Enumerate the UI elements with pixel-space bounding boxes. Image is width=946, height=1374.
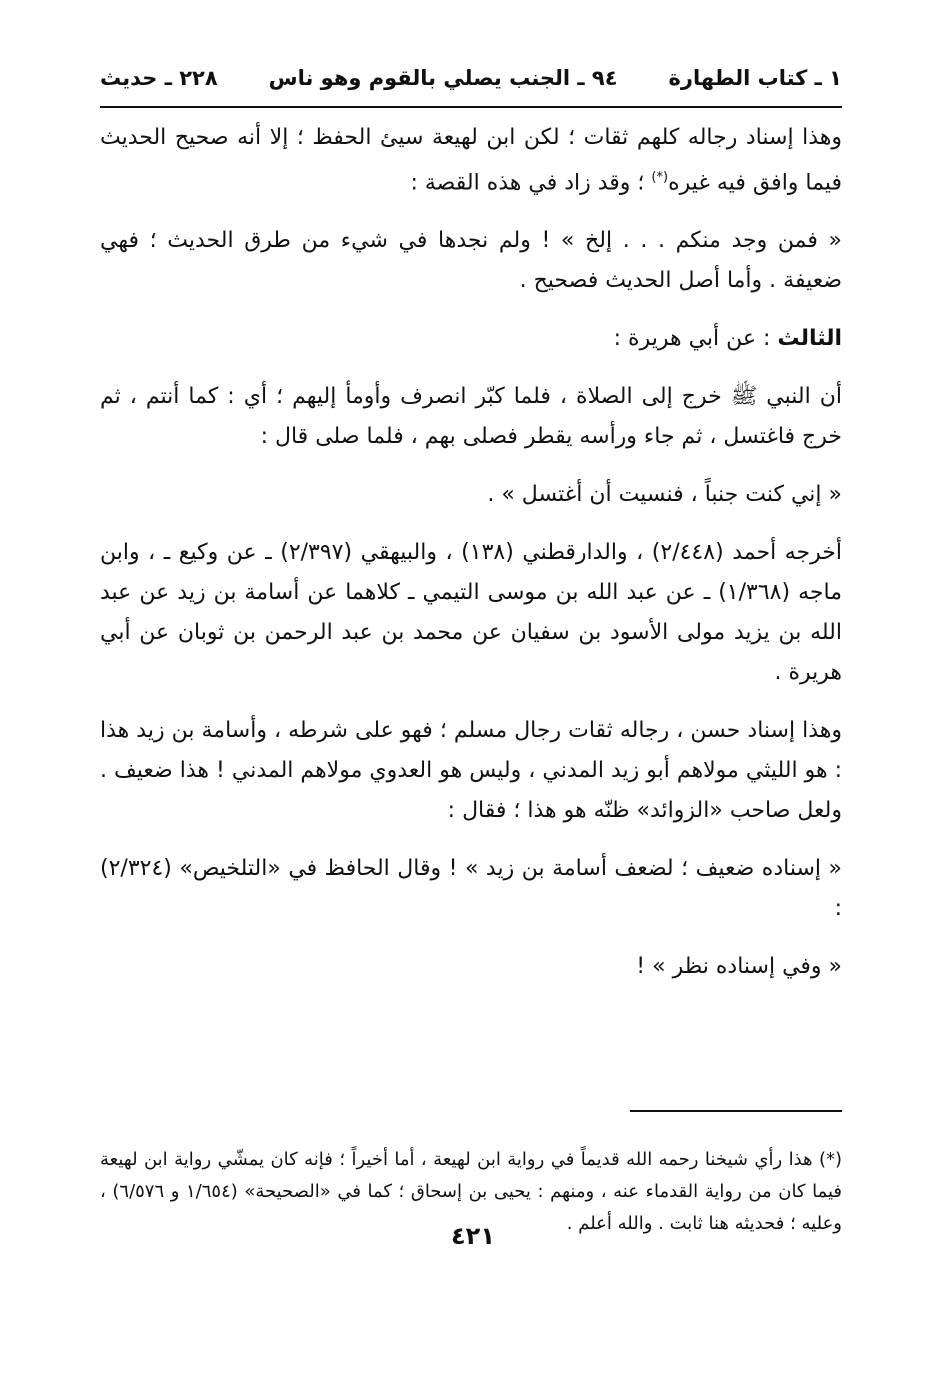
section-label-third: الثالث [777, 326, 842, 352]
footnote-divider [630, 1110, 842, 1112]
header-book-title: ١ ـ كتاب الطهارة [668, 66, 842, 90]
main-text [100, 118, 842, 987]
paragraph-6: أخرجه أحمد (٢/٤٤٨) ، والدارقطني (١٣٨) ، والبيهقي (٢/٣٩٧) ـ عن وكيع ـ ، وابن ماجه (١/٣٦٨) ـ عن عبد الله بن موسى التيمي ـ كلاهما عن أسامة بن زيد عن عبد الله بن يزيد مولى الأسود بن سفيان عن محمد بن عبد الرحمن بن ثوبان عن أبي هريرة . [100, 540, 842, 686]
footnote-marker: (*) [651, 170, 669, 185]
paragraph-8: « إسناده ضعيف ؛ لضعف أسامة بن زيد » ! وقال الحافظ في «التلخيص» (٢/٣٢٤) : [100, 856, 842, 922]
paragraph-3 [100, 319, 842, 359]
paragraph-2: « فمن وجد منكم . . . إلخ » ! ولم نجدها في شيء من طرق الحديث ؛ فهي ضعيفة . وأما أصل الحديث فصحيح . [100, 228, 842, 294]
running-header [100, 66, 842, 108]
paragraph-4: أن النبي ﷺ خرج إلى الصلاة ، فلما كبّر انصرف وأومأ إليهم ؛ أي : كما أنتم ، ثم خرج فاغتسل ، ثم جاء ورأسه يقطر فصلى بهم ، فلما صلى قال : [100, 384, 842, 450]
paragraph-9: « وفي إسناده نظر » ! [636, 954, 842, 980]
paragraph-7: وهذا إسناد حسن ، رجاله ثقات رجال مسلم ؛ فهو على شرطه ، وأسامة بن زيد هذا : هو الليثي مولاهم أبو زيد المدني ، وليس هو العدوي مولاهم المدني ! هذا ضعيف . ولعل صاحب «الزوائد» ظنّه هو هذا ؛ فقال : [100, 718, 842, 824]
header-hadith-number: ٢٢٨ ـ حديث [100, 66, 218, 90]
paragraph-1 [100, 118, 842, 203]
paragraph-1-text-end: ؛ وقد زاد في هذه القصة : [410, 170, 652, 196]
page-number: ٤٢١ [451, 1222, 495, 1250]
footnote: (*) هذا رأي شيخنا رحمه الله قديماً في رواية ابن لهيعة ، أما أخيراً ؛ فإنه كان يمشّي رواية ابن لهيعة فيما كان من رواية القدماء عنه ، ومنهم : يحيى بن إسحاق ؛ كما في «الصحيحة» (١/٦٥٤ و ٦/٥٧٦) ، وعليه ؛ فحديثه هنا ثابت . والله أعلم . [100, 1149, 842, 1234]
paragraph-1-text: وهذا إسناد رجاله كلهم ثقات ؛ لكن ابن لهيعة سيئ الحفظ ؛ إلا أنه صحيح الحديث فيما وافق فيه غيره [100, 125, 842, 196]
book-page [100, 66, 842, 1234]
header-chapter-title: ٩٤ ـ الجنب يصلي بالقوم وهو ناس [268, 66, 618, 90]
paragraph-3-text: : عن أبي هريرة : [613, 326, 778, 352]
paragraph-5: « إني كنت جنباً ، فنسيت أن أغتسل » . [487, 482, 842, 508]
